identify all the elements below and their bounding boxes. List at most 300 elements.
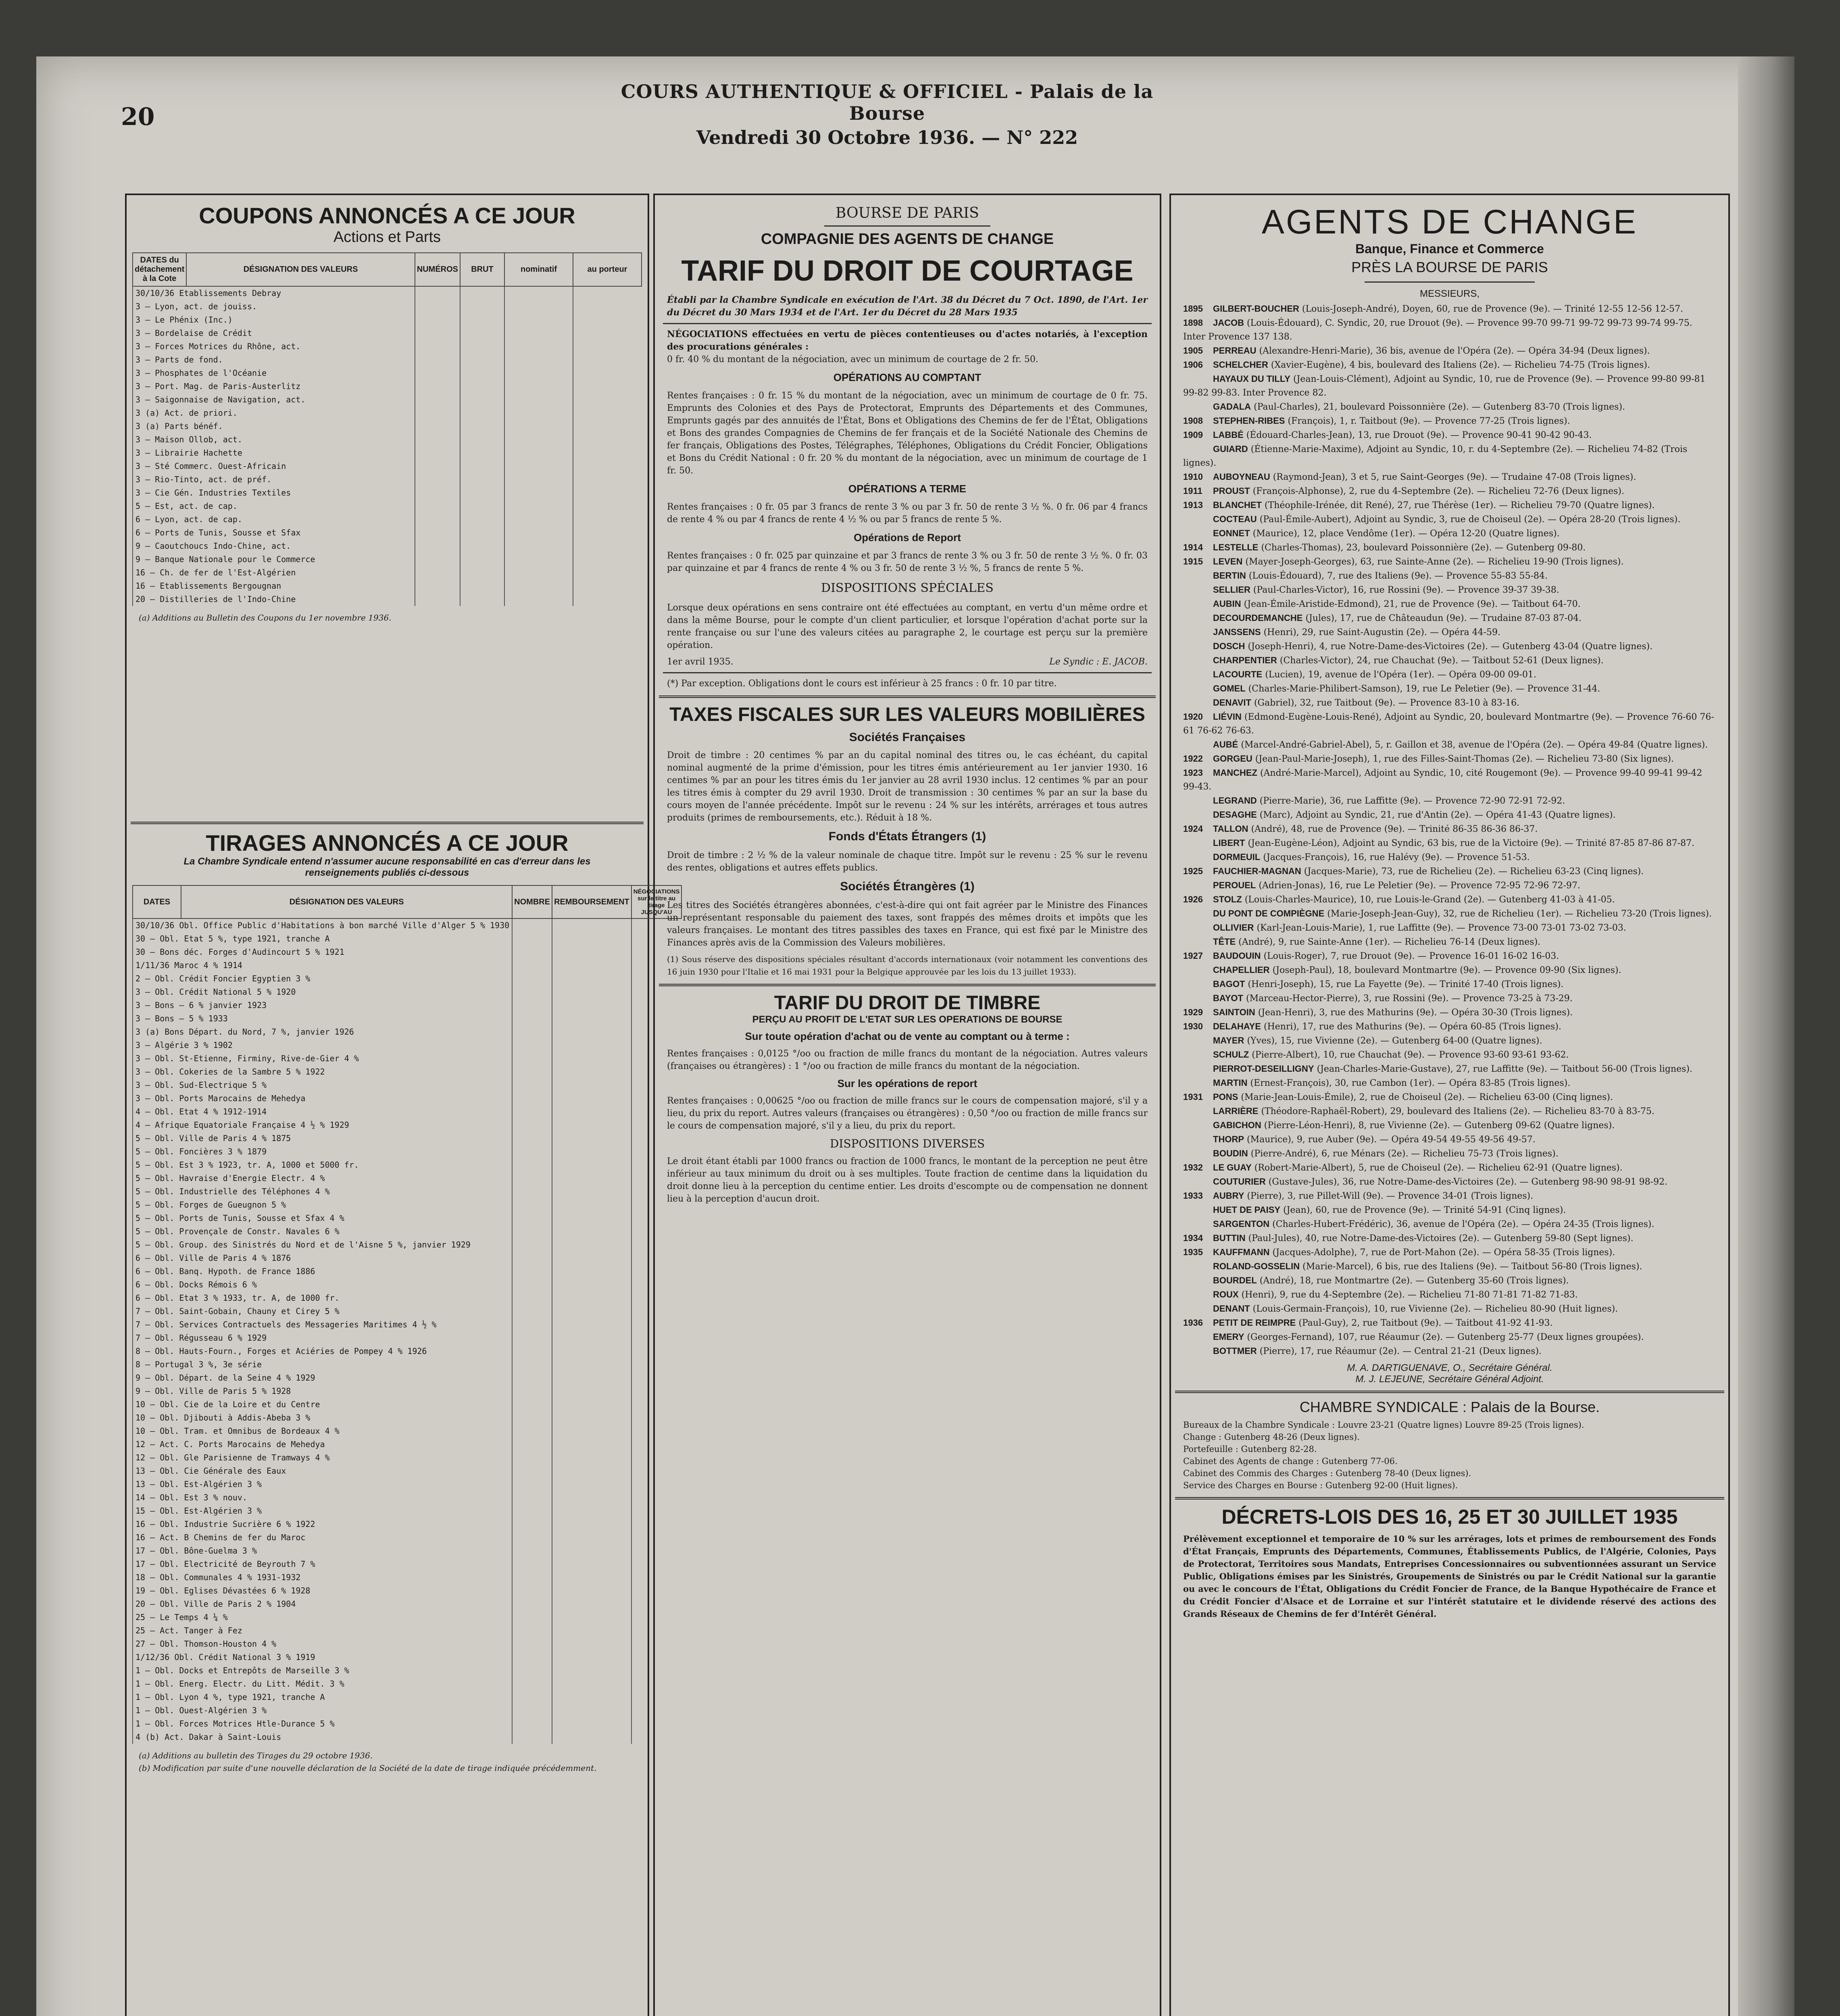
coupon-figures [573, 460, 642, 473]
tirages-disclaimer: La Chambre Syndicale entend n'assumer aucune responsabilité en cas d'erreur dans les renseignements publiés ci-dessous [183, 856, 591, 878]
coupon-figures [573, 353, 642, 367]
agent-detail: (Marcel-André-Gabriel-Abel), 5, r. Gaillon et 38, avenue de l'Opéra (2e). — Opéra 49-84 (Quatre lignes). [1241, 740, 1708, 750]
list-item [1171, 498, 1728, 512]
tirage-figures [552, 1278, 631, 1291]
table-row [133, 1531, 681, 1544]
tirage-row-text: 6 — Obl. Banq. Hypoth. de France 1886 [133, 1265, 512, 1278]
agent-name: SARGENTON [1213, 1219, 1270, 1229]
coupon-row-text: 3 — Bordelaise de Crédit [133, 327, 415, 340]
agent-name: AUBÉ [1213, 739, 1238, 750]
taxes-fr-text: Droit de timbre : 20 centimes % par an du capital nominal des titres ou, le cas échéant, du capital nominal augmenté de la prime d'émission, pour les titres émis antérieurement au 1er janvier 1930. 16 centimes % par an pour les titres émis du 1er janvier au 28 avril 1930 inclus. 12 centimes % par an pour les titres émis à compter du 29 avril 1930. Droit de transmission : 30 centimes % par an sur la base du cours moyen de l'année précédente. Impôt sur le revenu : 24 % sur les intérêts, arrérages et tous autres produits (primes de remboursements, etc.). Réduit à 18 %. [667, 750, 1148, 823]
agent-name: TALLON [1213, 824, 1248, 834]
table-row [133, 500, 642, 513]
tirage-figures [512, 1118, 552, 1132]
tirage-row-text: 12 — Act. C. Ports Marocains de Mehedya [133, 1438, 512, 1451]
list-item [1171, 1330, 1728, 1344]
agent-detail: (Pierre-Marie), 36, rue Laffitte (9e). — Provence 72-90 72-91 72-92. [1259, 796, 1565, 806]
agent-detail: (Xavier-Eugène), 4 bis, boulevard des Italiens (2e). — Richelieu 74-75 (Trois lignes). [1271, 360, 1650, 370]
list-item [1171, 752, 1728, 766]
tirage-row-text: 8 — Obl. Hauts-Fourn., Forges et Aciéries de Pompey 4 % 1926 [133, 1345, 512, 1358]
agent-detail: (André), 48, rue de Provence (9e). — Trinité 86-35 86-36 86-37. [1251, 824, 1538, 834]
coupon-figures [460, 406, 504, 420]
coupon-figures [504, 420, 573, 433]
agent-name: MANCHEZ [1213, 768, 1257, 778]
tirage-figures [512, 1677, 552, 1691]
list-item [1171, 1302, 1728, 1316]
table-row [133, 286, 642, 300]
table-row [133, 959, 681, 972]
tirage-row-text: 5 — Obl. Forges de Gueugnon 5 % [133, 1198, 512, 1212]
tirage-row-text: 5 — Obl. Group. des Sinistrés du Nord et de l'Aisne 5 %, janvier 1929 [133, 1238, 512, 1252]
agent-detail: (Louis-Roger), 7, rue Drouot (9e). — Provence 16-01 16-02 16-03. [1263, 951, 1559, 961]
list-item [1171, 921, 1728, 935]
list-item [1171, 1062, 1728, 1076]
agent-detail: (Adrien-Jonas), 16, rue Le Peletier (9e). — Provence 72-95 72-96 72-97. [1259, 881, 1580, 891]
table-row [133, 313, 642, 327]
agent-name: PEROUEL [1213, 880, 1256, 890]
coupon-figures [504, 553, 573, 566]
coupon-figures [460, 500, 504, 513]
table-row [133, 1544, 681, 1558]
tirage-figures [552, 1637, 631, 1651]
tirage-figures [512, 1478, 552, 1491]
agent-detail: (André-Marie-Marcel), Adjoint au Syndic, 10, cité Rougemont (9e). — Provence 99-40 99-41 99-42 99-43. [1183, 768, 1702, 792]
agent-detail: (Pierre-Léon-Henri), 8, rue Vivienne (2e). — Gutenberg 09-62 (Quatre lignes). [1264, 1120, 1615, 1131]
list-item [1171, 991, 1728, 1006]
agent-detail: (François), 1, r. Taitbout (9e). — Provence 77-25 (Trois lignes). [1288, 416, 1570, 426]
table-row [133, 1624, 681, 1637]
agent-year: 1929 [1183, 1007, 1203, 1017]
tirage-figures [552, 1252, 631, 1265]
table-row [133, 1398, 681, 1411]
tirage-figures [552, 1331, 631, 1345]
chambre-line: Portefeuille : Gutenberg 82-28. [1183, 1444, 1317, 1454]
agent-name: PIERROT-DESEILLIGNY [1213, 1064, 1314, 1074]
list-item [1171, 850, 1728, 864]
coupon-row-text: 3 — Lyon, act. de jouiss. [133, 300, 415, 313]
timbre-text1: Rentes françaises : 0,0125 °/oo ou fraction de mille francs du montant de la négociation. Autres valeurs (françaises ou étrangères) : 1 °/oo ou fraction de mille francs du montant de la négociation. [667, 1049, 1148, 1071]
courtage-dispositions-text: Lorsque deux opérations en sens contraire ont été effectuées au comptant, en vertu d'un même ordre et dans la même Bourse, pour le compte d'un client particulier, et lorsque l'opération d'achat porte sur la rente française ou sur l'une des valeurs citées au paragraphe 2, le courtage est perçu sur la première opération. [667, 603, 1148, 650]
agent-name: ROUX [1213, 1289, 1239, 1300]
tirage-row-text: 5 — Obl. Est 3 % 1923, tr. A, 1000 et 5000 fr. [133, 1158, 512, 1172]
coupon-figures [504, 539, 573, 553]
tirage-figures [512, 1691, 552, 1704]
tirage-figures [552, 1584, 631, 1597]
agent-detail: (Étienne-Marie-Maxime), Adjoint au Syndic, 10, r. du 4-Septembre (2e). — Richelieu 74-82 (Trois lignes). [1183, 444, 1688, 468]
column-agents [1169, 194, 1730, 2016]
agent-detail: (Jean-Henri), 3, rue des Mathurins (9e). — Opéra 30-30 (Trois lignes). [1258, 1008, 1573, 1018]
tirage-figures [512, 1451, 552, 1464]
coupon-row-text: 5 — Est, act. de cap. [133, 500, 415, 513]
tirage-figures [512, 1158, 552, 1172]
taxes-etats-text: Droit de timbre : 2 ½ % de la valeur nominale de chaque titre. Impôt sur le revenu : 25 % sur le revenu des rentes, obligations et autres effets publics. [667, 850, 1148, 873]
tirage-row-text: 9 — Obl. Départ. de la Seine 4 % 1929 [133, 1371, 512, 1385]
taxes-fr-title: Sociétés Françaises [849, 731, 966, 744]
list-item [1171, 1090, 1728, 1104]
table-row [133, 1065, 681, 1079]
coupon-figures [573, 553, 642, 566]
tirage-row-text: 13 — Obl. Est-Algérien 3 % [133, 1478, 512, 1491]
tirage-figures [512, 1411, 552, 1425]
tirage-figures [552, 1012, 631, 1025]
tirage-figures [512, 1291, 552, 1305]
courtage-report-title: Opérations de Report [854, 531, 961, 544]
agent-detail: (Paul-Charles), 21, boulevard Poissonnière (2e). — Gutenberg 83-70 (Trois lignes). [1254, 402, 1625, 412]
tirage-figures [552, 1611, 631, 1624]
tirages-col-dates: DATES [133, 885, 181, 918]
agent-name: LARRIÈRE [1213, 1106, 1259, 1116]
coupon-figures [415, 393, 460, 406]
tirage-row-text: 5 — Obl. Ports de Tunis, Sousse et Sfax 4 % [133, 1212, 512, 1225]
table-row [133, 513, 642, 526]
coupon-figures [460, 286, 504, 300]
tirage-figures [552, 972, 631, 985]
tirage-figures [512, 1664, 552, 1677]
list-item [1171, 512, 1728, 527]
coupon-figures [573, 433, 642, 446]
courtage-comptant-text: Rentes françaises : 0 fr. 15 % du montant de la négociation, avec un minimum de courtage de 0 fr. 75. Emprunts des Colonies et des Pays de Protectorat, Emprunts des Départements et des Communes, Emprunts gagés par des annuités de l'État, Bons et Obligations des Chemins de fer de l'État, Obligations et Bons des grandes Compagnies de Chemins de fer français et de la Société Nationale des Chemins de fer français, Obligations des Postes, Télégraphes, Téléphones, Obligations du Crédit Foncier, Obligations et Bons du Crédit National : 0 fr. 20 % du montant de la négociation, avec un minimum de courtage de 1 fr. 50. [667, 391, 1148, 476]
coupon-figures [415, 353, 460, 367]
coupon-figures [504, 513, 573, 526]
tirage-figures [552, 1464, 631, 1478]
coupons-col-dates: DATES du détachement à la Cote [133, 253, 186, 286]
table-row [133, 593, 642, 606]
table-row [133, 999, 681, 1012]
tirage-row-text: 5 — Obl. Foncières 3 % 1879 [133, 1145, 512, 1158]
agent-detail: (Marie-Joseph-Jean-Guy), 32, rue de Richelieu (1er). — Richelieu 73-20 (Trois lignes). [1327, 909, 1712, 919]
table-row [133, 1651, 681, 1664]
agent-year: 1908 [1183, 416, 1203, 426]
list-item [1171, 1133, 1728, 1147]
agent-year: 1926 [1183, 894, 1203, 904]
table-row [133, 1265, 681, 1278]
coupon-figures [573, 500, 642, 513]
coupon-row-text: 3 — Maison Ollob, act. [133, 433, 415, 446]
coupon-figures [415, 446, 460, 460]
coupon-figures [415, 566, 460, 579]
tirage-row-text: 3 — Bons — 6 % janvier 1923 [133, 999, 512, 1012]
tirage-figures [552, 1664, 631, 1677]
tirage-figures [512, 1518, 552, 1531]
coupon-figures [504, 393, 573, 406]
agent-detail: (Maurice), 9, rue Auber (9e). — Opéra 49-54 49-55 49-56 49-57. [1247, 1135, 1536, 1145]
agent-detail: (Marie-Marcel), 6 bis, rue des Italiens (9e). — Taitbout 56-80 (Trois lignes). [1302, 1262, 1642, 1272]
tirage-row-text: 3 — Obl. St-Etienne, Firminy, Rive-de-Gier 4 % [133, 1052, 512, 1065]
tirage-row-text: 3 — Obl. Cokeries de la Sambre 5 % 1922 [133, 1065, 512, 1079]
tirages-col-nego: NÉGOCIATIONS sur le titre au tirage JUSQU'AU [631, 885, 682, 918]
coupon-figures [504, 433, 573, 446]
tirage-row-text: 10 — Obl. Djibouti à Addis-Abeba 3 % [133, 1411, 512, 1425]
tirages-note-b: (b) Modification par suite d'une nouvelle déclaration de la Société de la date de tirage indiquée précédemment. [139, 1763, 597, 1773]
agent-detail: (Louis-Édouard), 7, rue des Italiens (9e). — Provence 55-83 55-84. [1248, 571, 1548, 581]
table-row [133, 1305, 681, 1318]
agent-name: PONS [1213, 1092, 1238, 1102]
coupon-figures [460, 327, 504, 340]
agent-name: GADALA [1213, 402, 1251, 412]
table-row [133, 1637, 681, 1651]
tirage-figures [512, 972, 552, 985]
agent-detail: (Raymond-Jean), 3 et 5, rue Saint-Georges (9e). — Trudaine 47-08 (Trois lignes). [1273, 472, 1636, 482]
coupon-figures [504, 473, 573, 486]
coupons-col-designation: DÉSIGNATION DES VALEURS [186, 253, 415, 286]
coupon-row-text: 3 — Cie Gén. Industries Textiles [133, 486, 415, 500]
list-item [1171, 1034, 1728, 1048]
list-item [1171, 1231, 1728, 1245]
table-row [133, 1238, 681, 1252]
chambre-title: CHAMBRE SYNDICALE : Palais de la Bourse. [1299, 1399, 1600, 1415]
table-row [133, 1664, 681, 1677]
tirage-figures [512, 1079, 552, 1092]
coupon-figures [415, 473, 460, 486]
table-row [133, 1132, 681, 1145]
agent-year: 1934 [1183, 1233, 1203, 1243]
agent-detail: (Henri), 29, rue Saint-Augustin (2e). — Opéra 44-59. [1263, 627, 1500, 637]
list-item [1171, 569, 1728, 583]
agent-detail: (Jean-Émile-Aristide-Edmond), 21, rue de Provence (9e). — Taitbout 64-70. [1244, 599, 1581, 609]
agent-detail: (Joseph-Henri), 4, rue Notre-Dame-des-Victoires (2e). — Gutenberg 43-04 (Quatre lignes). [1248, 641, 1653, 652]
agent-name: LEGRAND [1213, 796, 1257, 806]
agent-detail: (Robert-Marie-Albert), 5, rue de Choiseul (2e). — Richelieu 62-91 (Quatre lignes). [1254, 1163, 1623, 1173]
coupon-figures [460, 433, 504, 446]
agent-detail: (Henri), 17, rue des Mathurins (9e). — Opéra 60-85 (Trois lignes). [1264, 1022, 1561, 1032]
table-row [133, 1611, 681, 1624]
tirage-figures [552, 1624, 631, 1637]
agent-name: BERTIN [1213, 571, 1246, 581]
agent-year: 1910 [1183, 472, 1203, 482]
taxes-soc-text: Les titres des Sociétés étrangères abonnées, c'est-à-dire qui ont fait agréer par le Ministre des Finances un représentant responsable du paiement des taxes, sont frappés des mêmes droits et impôts que les valeurs françaises. Le montant des titres passibles des taxes en France, qui est fixé par le Ministre des Finances après avis de la Commission des Valeurs mobilières. [667, 900, 1148, 948]
timbre-sub2: Sur les opérations de report [837, 1077, 977, 1089]
agent-name: ROLAND-GOSSELIN [1213, 1261, 1300, 1271]
chambre-line: Service des Charges en Bourse : Gutenberg 92-00 (Huit lignes). [1183, 1481, 1458, 1490]
agent-detail: (Georges-Fernand), 107, rue Réaumur (2e). — Gutenberg 25-77 (Deux lignes groupées). [1247, 1332, 1644, 1342]
tirage-figures [552, 1225, 631, 1238]
tirage-row-text: 6 — Obl. Ville de Paris 4 % 1876 [133, 1252, 512, 1265]
table-row [133, 566, 642, 579]
agent-name: COCTEAU [1213, 514, 1257, 524]
tirage-row-text: 1 — Obl. Ouest-Algérien 3 % [133, 1704, 512, 1717]
tirage-figures [512, 1651, 552, 1664]
coupon-figures [504, 566, 573, 579]
table-row [133, 1518, 681, 1531]
agent-name: GORGEU [1213, 754, 1252, 764]
list-item [1171, 442, 1728, 470]
tirage-figures [512, 1252, 552, 1265]
tirage-figures [552, 1145, 631, 1158]
list-item [1171, 1161, 1728, 1175]
coupon-figures [573, 380, 642, 393]
chambre-lines [1171, 1419, 1728, 1491]
coupon-figures [573, 420, 642, 433]
table-row [133, 1252, 681, 1265]
agents-subtitle2: PRÈS LA BOURSE DE PARIS [1351, 259, 1548, 275]
agent-year: 1930 [1183, 1021, 1203, 1031]
tirage-figures [512, 1238, 552, 1252]
column-coupons-tirages [125, 194, 680, 2016]
coupons-title: COUPONS ANNONCÉS A CE JOUR [199, 203, 575, 228]
coupon-figures [460, 313, 504, 327]
list-item [1171, 358, 1728, 372]
agent-detail: (Marie-Jean-Louis-Émile), 2, rue de Choiseul (2e). — Richelieu 63-00 (Cinq lignes). [1241, 1092, 1613, 1102]
list-item [1171, 1006, 1728, 1020]
tirage-row-text: 7 — Obl. Saint-Gobain, Chauny et Cirey 5 % [133, 1305, 512, 1318]
tirage-figures [552, 1518, 631, 1531]
list-item [1171, 710, 1728, 738]
tirage-row-text: 6 — Obl. Etat 3 % 1933, tr. A, de 1000 fr. [133, 1291, 512, 1305]
agent-detail: (Paul-Jules), 40, rue Notre-Dame-des-Victoires (2e). — Gutenberg 59-80 (Sept lignes). [1248, 1233, 1634, 1243]
timbre-div-title: DISPOSITIONS DIVERSES [829, 1137, 985, 1150]
tirage-row-text: 3 — Bons — 5 % 1933 [133, 1012, 512, 1025]
agents-messieurs: MESSIEURS, [1419, 288, 1480, 299]
coupon-figures [573, 340, 642, 353]
list-item [1171, 907, 1728, 921]
agent-name: EMERY [1213, 1332, 1244, 1342]
tirage-figures [512, 959, 552, 972]
table-row [133, 1677, 681, 1691]
tirage-figures [552, 1704, 631, 1717]
tirage-row-text: 7 — Obl. Services Contractuels des Messageries Maritimes 4 ½ % [133, 1318, 512, 1331]
coupon-figures [573, 486, 642, 500]
tirage-figures [552, 946, 631, 959]
agent-name: PERREAU [1213, 346, 1257, 356]
table-row [133, 1198, 681, 1212]
agent-detail: (Edmond-Eugène-Louis-René), Adjoint au Syndic, 20, boulevard Montmartre (9e). — Provence 76-60 76-61 76-62 76-63. [1183, 712, 1714, 736]
list-item [1171, 372, 1728, 400]
courtage-dispositions-title: DISPOSITIONS SPÉCIALES [821, 581, 994, 595]
table-row [133, 1691, 681, 1704]
tirage-row-text: 19 — Obl. Eglises Dévastées 6 % 1928 [133, 1584, 512, 1597]
tirage-figures [552, 1079, 631, 1092]
agent-name: DOSCH [1213, 641, 1245, 651]
tirage-figures [512, 1571, 552, 1584]
agent-year: 1905 [1183, 346, 1203, 356]
agent-detail: (Pierre), 3, rue Pillet-Will (9e). — Provence 34-01 (Trois lignes). [1247, 1191, 1534, 1201]
courtage-report-text: Rentes françaises : 0 fr. 025 par quinzaine et par 3 francs de rente 3 % ou 3 fr. 50 de rente 3 ½ %. 0 fr. 03 par quinzaine et par 4 francs de rente 4 % ou 3 fr. 50 de rente 3 ½ %, 5 francs de rente 5 %. [667, 551, 1148, 573]
decrets-title: DÉCRETS-LOIS DES 16, 25 ET 30 JUILLET 1935 [1221, 1506, 1678, 1528]
tirage-figures [512, 1318, 552, 1331]
tirage-figures [512, 946, 552, 959]
tirage-row-text: 30/10/36 Obl. Office Public d'Habitations à bon marché Ville d'Alger 5 % 1930 [133, 918, 512, 932]
table-row [133, 1371, 681, 1385]
agent-name: BUTTIN [1213, 1233, 1246, 1243]
list-item [1171, 794, 1728, 808]
list-item [1171, 696, 1728, 710]
coupon-figures [415, 513, 460, 526]
agent-name: SAINTOIN [1213, 1007, 1255, 1017]
tirage-row-text: 30 — Obl. Etat 5 %, type 1921, tranche A [133, 932, 512, 946]
agent-year: 1914 [1183, 542, 1203, 552]
list-item [1171, 583, 1728, 597]
tirage-figures [552, 1092, 631, 1105]
list-item [1171, 963, 1728, 977]
list-item [1171, 822, 1728, 836]
agent-name: THORP [1213, 1134, 1244, 1144]
table-row [133, 1185, 681, 1198]
table-row [133, 446, 642, 460]
agent-detail: (Paul-Charles-Victor), 16, rue Rossini (9e). — Provence 39-37 39-38. [1253, 585, 1559, 595]
taxes-note: (1) Sous réserve des dispositions spéciales résultant d'accords internationaux (voir notamment les conventions des 16 juin 1930 pour l'Italie et 16 mai 1931 pour la Belgique approuvée par les lois du 13 juillet 1933). [667, 954, 1148, 977]
coupon-figures [504, 460, 573, 473]
agent-detail: (Charles-Marie-Philibert-Samson), 19, rue Le Peletier (9e). — Provence 31-44. [1248, 684, 1600, 694]
tirage-figures [552, 1491, 631, 1504]
coupon-figures [504, 446, 573, 460]
agent-name: BAGOT [1213, 979, 1245, 989]
coupons-table [132, 252, 642, 606]
coupon-figures [460, 420, 504, 433]
coupon-figures [415, 433, 460, 446]
coupon-figures [504, 486, 573, 500]
tirage-row-text: 5 — Obl. Ville de Paris 4 % 1875 [133, 1132, 512, 1145]
tirage-figures [512, 1212, 552, 1225]
decrets-text: Prélèvement exceptionnel et temporaire de 10 % sur les arrérages, lots et primes de remboursement des Fonds d'État Français, Emprunts des Départements, Communes, Établissements Publics, de l'Algérie, Colonies, Pays de Protectorat, Territoires sous Mandats, Entreprises Concessionnaires ou subventionnées assurant un Service Public, Obligations émises par les Sinistrés, Groupements de Sinistrés ou par le Crédit National sur la garantie ou avec le concours de l'État, Obligations du Crédit Foncier de France, de la Banque Hypothécaire de France et du Crédit Foncier d'Alsace et de Lorraine et sur l'intérêt statutaire et le dividende réservé des actions des Grands Réseaux de Chemins de fer d'Intérêt Général. [1183, 1534, 1716, 1619]
tirage-figures [552, 1132, 631, 1145]
coupon-figures [573, 446, 642, 460]
header-line1: COURS AUTHENTIQUE & OFFICIEL - Palais de la Bourse [621, 81, 1154, 124]
table-row [133, 1584, 681, 1597]
agent-name: GOMEL [1213, 683, 1246, 694]
tirage-figures [552, 1451, 631, 1464]
timbre-text2: Rentes françaises : 0,00625 °/oo ou fraction de mille francs sur le cours de compensation majoré, s'il y a lieu, du prix du report. Autres valeurs (françaises ou étrangères) : 0,50 °/oo ou fraction de mille francs sur le cours de compensation majoré, s'il y a lieu, du prix du report. [667, 1096, 1148, 1131]
table-row [133, 1158, 681, 1172]
agent-name: CHAPELLIER [1213, 965, 1270, 975]
coupon-figures [504, 313, 573, 327]
tirage-row-text: 30 — Bons déc. Forges d'Audincourt 5 % 1921 [133, 946, 512, 959]
coupon-row-text: 3 — Rio-Tinto, act. de préf. [133, 473, 415, 486]
coupon-row-text: 9 — Caoutchoucs Indo-Chine, act. [133, 539, 415, 553]
list-item [1171, 316, 1728, 344]
agent-name: LIBERT [1213, 838, 1245, 848]
agent-name: JACOB [1213, 318, 1244, 328]
tirage-row-text: 17 — Obl. Electricité de Beyrouth 7 % [133, 1558, 512, 1571]
tirage-figures [552, 1731, 631, 1744]
agent-year: 1920 [1183, 712, 1203, 722]
timbre-div-text: Le droit étant établi par 1000 francs ou fraction de 1000 francs, le montant de la perception ne peut être inférieur au taux minimum du droit ou à ses multiples. Toute fraction de centime dans la liquidation du droit donne lieu à la perception du centime entier. Les droits d'escompte ou de compensation ne donnent lieu à la perception d'aucun droit. [667, 1156, 1148, 1204]
tirage-figures [512, 1544, 552, 1558]
list-item [1171, 766, 1728, 794]
table-row [133, 340, 642, 353]
table-row [133, 460, 642, 473]
table-row [133, 353, 642, 367]
coupon-figures [504, 406, 573, 420]
agent-name: COUTURIER [1213, 1177, 1266, 1187]
coupon-figures [573, 327, 642, 340]
agent-detail: (Charles-Hubert-Frédéric), 36, avenue de l'Opéra (2e). — Opéra 24-35 (Trois lignes). [1272, 1219, 1655, 1229]
list-item [1171, 344, 1728, 358]
coupon-figures [415, 420, 460, 433]
agent-name: SELLIER [1213, 585, 1250, 595]
list-item [1171, 302, 1728, 316]
agent-name: BAUDOUIN [1213, 951, 1261, 961]
agent-name: LE GUAY [1213, 1162, 1252, 1173]
coupon-row-text: 3 — Phosphates de l'Océanie [133, 367, 415, 380]
tirage-figures [552, 1118, 631, 1132]
coupon-figures [573, 539, 642, 553]
list-item [1171, 1048, 1728, 1062]
table-row [133, 1145, 681, 1158]
table-row [133, 1092, 681, 1105]
column-tarifs [653, 194, 1161, 2016]
tirage-row-text: 13 — Obl. Cie Générale des Eaux [133, 1464, 512, 1478]
agent-name: GILBERT-BOUCHER [1213, 304, 1299, 314]
agent-name: JANSSENS [1213, 627, 1261, 637]
tirage-figures [512, 999, 552, 1012]
agent-year: 1898 [1183, 318, 1203, 328]
agents-list [1171, 302, 1728, 1358]
list-item [1171, 625, 1728, 639]
tirages-col-designation: DÉSIGNATION DES VALEURS [181, 885, 512, 918]
agent-detail: (Ernest-François), 30, rue Cambon (1er). — Opéra 83-85 (Trois lignes). [1250, 1078, 1571, 1088]
agent-name: BOTTMER [1213, 1346, 1257, 1356]
tirage-row-text: 20 — Obl. Ville de Paris 2 % 1904 [133, 1597, 512, 1611]
